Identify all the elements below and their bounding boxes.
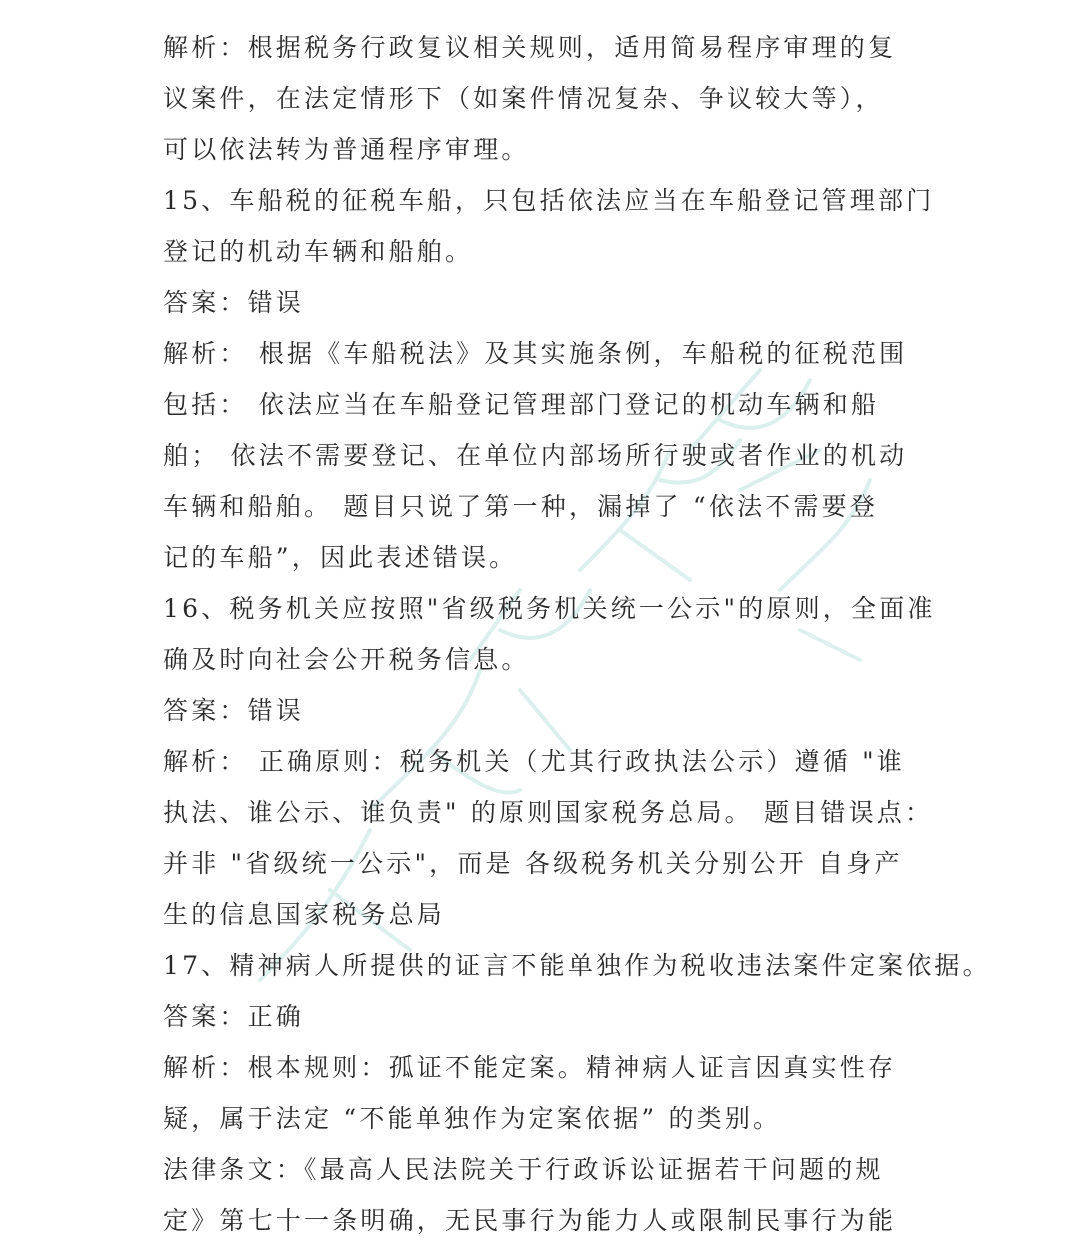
text-line-2: 议案件，在法定情形下（如案件情况复杂、争议较大等），	[163, 84, 884, 113]
question-16-answer: 答案：错误	[163, 696, 305, 725]
question-16-analysis-line-2: 执法、谁公示、谁负责" 的原则国家税务总局。 题目错误点：	[163, 798, 934, 827]
question-16-analysis-line-3: 并非 "省级统一公示"，而是 各级税务机关分别公开 自身产	[163, 849, 903, 878]
question-16-analysis-line-4: 生的信息国家税务总局	[163, 900, 446, 929]
text-line-1: 解析：根据税务行政复议相关规则，适用简易程序审理的复	[163, 33, 897, 62]
question-15-analysis-line-2: 包括： 依法应当在车船登记管理部门登记的机动车辆和船	[163, 390, 880, 419]
question-16-line-2: 确及时向社会公开税务信息。	[163, 645, 530, 674]
text-line-3: 可以依法转为普通程序审理。	[163, 135, 530, 164]
question-17-analysis-line-1: 解析：根本规则：孤证不能定案。精神病人证言因真实性存	[163, 1053, 897, 1082]
document-text	[163, 22, 991, 1246]
question-16-analysis-line-1: 解析： 正确原则：税务机关（尤其行政执法公示）遵循 "谁	[163, 747, 905, 776]
question-16-line-1: 16、税务机关应按照"省级税务机关统一公示"的原则，全面准	[163, 594, 936, 623]
question-15-line-1: 15、车船税的征税车船，只包括依法应当在车船登记管理部门	[163, 186, 935, 215]
question-15-analysis-line-3: 舶； 依法不需要登记、在单位内部场所行驶或者作业的机动	[163, 441, 908, 470]
question-17-analysis-line-2: 疑，属于法定 “不能单独作为定案依据” 的类别。	[163, 1104, 782, 1133]
question-17-law-line-2: 定》第七十一条明确，无民事行为能力人或限制民事行为能	[163, 1206, 897, 1235]
question-17-answer: 答案：正确	[163, 1002, 305, 1031]
question-15-analysis-line-4: 车辆和船舶。 题目只说了第一种，漏掉了 “依法不需要登	[163, 492, 879, 521]
question-15-analysis-line-5: 记的车船”，因此表述错误。	[163, 543, 518, 572]
question-15-line-2: 登记的机动车辆和船舶。	[163, 237, 474, 266]
question-15-analysis-line-1: 解析： 根据《车船税法》及其实施条例，车船税的征税范围	[163, 339, 908, 368]
question-17-line-1: 17、精神病人所提供的证言不能单独作为税收违法案件定案依据。	[163, 951, 991, 980]
question-15-answer: 答案：错误	[163, 288, 305, 317]
question-17-law-line-1: 法律条文：《最高人民法院关于行政诉讼证据若干问题的规	[163, 1155, 884, 1184]
